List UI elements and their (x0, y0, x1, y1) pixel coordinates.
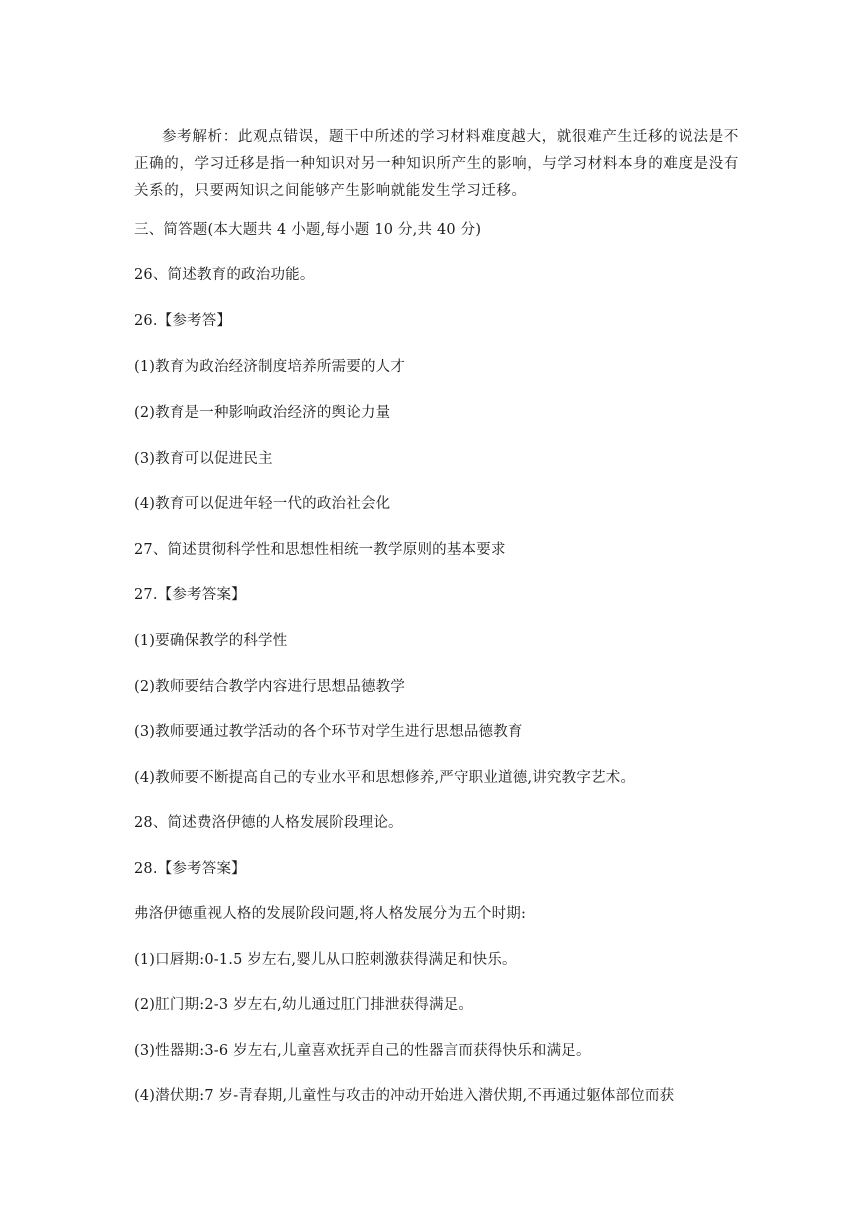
answer-26-point-1: (1)教育为政治经济制度培养所需要的人才 (134, 359, 406, 375)
question-28: 28、简述费洛伊德的人格发展阶段理论。 (134, 815, 403, 831)
answer-28-point-4: (4)潜伏期:7 岁-青春期,儿童性与攻击的冲动开始进入潜伏期,不再通过躯体部位而获 (134, 1088, 675, 1104)
answer-28-intro: 弗洛伊德重视人格的发展阶段问题,将人格发展分为五个时期: (134, 906, 527, 922)
answer-27-point-3: (3)教师要通过教学活动的各个环节对学生进行思想品德教育 (134, 724, 523, 740)
analysis-paragraph: 参考解析：此观点错误，题干中所述的学习材料难度越大，就很难产生迁移的说法是不正确的，学习迁移是指一种知识对另一种知识所产生的影响，与学习材料本身的难度是没有关系的，只要两知识之间能够产生影响就能发生学习迁移。 (134, 129, 739, 199)
answer-label-28: 28.【参考答案】 (134, 861, 246, 877)
answer-label-26: 26.【参考答】 (134, 313, 232, 329)
answer-26-point-4: (4)教育可以促进年轻一代的政治社会化 (134, 496, 391, 512)
answer-27-point-1: (1)要确保教学的科学性 (134, 633, 288, 649)
question-27: 27、简述贯彻科学性和思想性相统一教学原则的基本要求 (134, 542, 506, 558)
answer-label-27: 27.【参考答案】 (134, 587, 246, 603)
question-26: 26、简述教育的政治功能。 (134, 267, 315, 283)
answer-27-point-4: (4)教师要不断提高自己的专业水平和思想修养,严守职业道德,讲究教字艺术。 (134, 770, 636, 786)
answer-28-point-1: (1)口唇期:0-1.5 岁左右,婴儿从口腔刺激获得满足和快乐。 (134, 952, 517, 968)
answer-28-point-2: (2)肛门期:2-3 岁左右,幼儿通过肛门排泄获得满足。 (134, 997, 474, 1013)
answer-27-point-2: (2)教师要结合教学内容进行思想品德教学 (134, 679, 406, 695)
answer-26-point-3: (3)教育可以促进民主 (134, 451, 273, 467)
section-title: 三、简答题(本大题共 4 小题,每小题 10 分,共 40 分) (134, 222, 482, 238)
answer-26-point-2: (2)教育是一种影响政治经济的舆论力量 (134, 405, 391, 421)
answer-28-point-3: (3)性器期:3-6 岁左右,儿童喜欢抚弄自己的性器言而获得快乐和满足。 (134, 1043, 591, 1059)
